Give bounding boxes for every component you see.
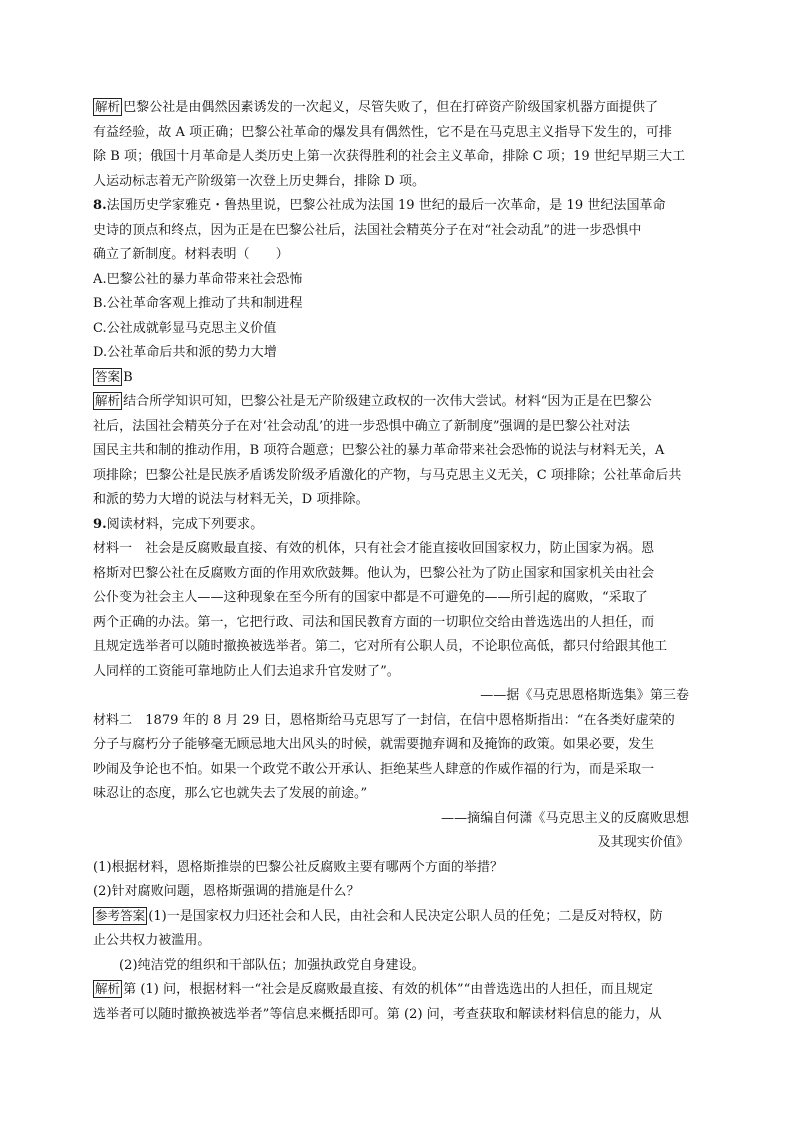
material-2-line-4: 味忍让的态度，那么它也就失去了发展的前途。” — [93, 786, 368, 801]
q8-analysis-line-1: 解析 结合所学知识可知，巴黎公社是无产阶级建立政权的一次伟大尝试。材料“因为正是在巴黎公 — [95, 393, 652, 409]
material-1-line-5: 且规定选举者可以随时撤换被选举者。第二，它对所有公职人员，不论职位高低，都只付给跟其他工 — [93, 639, 668, 654]
material-2-source-line-1: ——摘编自何潇《马克思主义的反腐败思想 — [441, 810, 689, 826]
material-1-line-2: 格斯对巴黎公社在反腐败方面的作用欢欣鼓舞。他认为，巴黎公社为了防止国家和国家机关由社会 — [93, 565, 655, 581]
q8-analysis-line-3: 国民主共和制的推动作用，B 项符合题意；巴黎公社的暴力革命带来社会恐怖的说法与材料无关，A — [93, 443, 665, 458]
analysis-tag: 解析 — [95, 99, 121, 114]
reference-answer-tag: 参考答案 — [95, 907, 146, 923]
material-1-line-1: 材料一 社会是反腐败最直接、有效的机体，只有社会才能直接收回国家权力，防止国家为祸。恩 — [93, 541, 655, 556]
material-2-source-line-2: 及其现实价值》 — [597, 835, 689, 850]
q8-answer-value: B — [123, 369, 133, 385]
q7-analysis-line-4: 人运动标志着无产阶级第一次登上历史舞台，排除 D 项。 — [93, 173, 426, 189]
q8-stem-line-3: 确立了新制度。材料表明（ ） — [93, 247, 289, 262]
q8-option-a: A.巴黎公社的暴力革命带来社会恐怖 — [93, 271, 303, 287]
q9-subquestion-1: (1)根据材料，恩格斯推崇的巴黎公社反腐败主要有哪两个方面的举措？ — [93, 859, 504, 875]
material-2-line-1: 材料二 1879 年的 8 月 29 日，恩格斯给马克思写了一封信，在信中恩格斯指出：“在各类好虚荣的 — [93, 712, 675, 728]
q7-analysis-block — [93, 96, 689, 194]
q7-analysis-line-3: 除 B 项；俄国十月革命是人类历史上第一次获得胜利的社会主义革命，排除 C 项；19 世纪早期三大工 — [93, 149, 686, 164]
document-page — [93, 96, 689, 1027]
q7-analysis-line-2: 有益经验，故 A 项正确；巴黎公社革命的爆发具有偶然性，它不是在马克思主义指导下发生的，可排 — [93, 124, 672, 140]
material-2 — [93, 709, 689, 856]
q9-ref-answer-line-2: 止公共权力被滥用。 — [93, 933, 211, 948]
analysis-tag: 解析 — [95, 981, 121, 996]
question-9 — [93, 513, 689, 1028]
q8-analysis-line-4: 项排除；巴黎公社是民族矛盾诱发阶级矛盾激化的产物，与马克思主义无关，C 项排除；公社革命后共 — [93, 467, 682, 483]
q9-ref-answer-2: (2)纯洁党的组织和干部队伍；加强执政党自身建设。 — [119, 957, 425, 973]
material-1-line-3: 公仆变为社会主人——这种现象在至今所有的国家中都是不可避免的——所引起的腐败，“采取了 — [93, 590, 648, 605]
material-2-line-2: 分子与腐朽分子能够毫无顾忌地大出风头的时候，就需要抛弃调和及掩饰的政策。如果必要，发生 — [93, 737, 655, 752]
q9-stem: 9.阅读材料，完成下列要求。 — [93, 516, 264, 532]
material-1-source: ——据《马克思恩格斯选集》第三卷 — [480, 688, 689, 703]
q7-analysis-line-1: 解析 巴黎公社是由偶然因素诱发的一次起义，尽管失败了，但在打碎资产阶级国家机器方面提供了 — [95, 99, 659, 115]
q8-stem-line-2: 史诗的顶点和终点，因为正是在巴黎公社后，法国社会精英分子在对“社会动乱”的进一步恐惧中 — [93, 222, 642, 238]
q9-analysis-line-2: 选举者可以随时撤换被选举者”等信息来概括即可。第 (2) 问，考查获取和解读材料信息的能力，从 — [93, 1006, 662, 1022]
q9-subquestion-2: (2)针对腐败问题，恩格斯强调的措施是什么？ — [93, 884, 360, 899]
q8-option-c: C.公社成就彰显马克思主义价值 — [93, 320, 277, 336]
q8-analysis-line-5: 和派的势力大增的说法与材料无关，D 项排除。 — [93, 492, 369, 507]
question-8 — [93, 194, 689, 513]
q8-answer — [93, 366, 689, 391]
material-1-line-6: 人同样的工资能可靠地防止人们去追求升官发财了”。 — [93, 663, 400, 679]
material-2-line-3: 吵闹及争论也不怕。如果一个政党不敢公开承认、拒绝某些人肆意的作威作福的行为，而是采取一 — [93, 761, 655, 777]
material-1 — [93, 537, 689, 709]
q8-analysis-line-2: 社后，法国社会精英分子在对‘社会动乱’的进一步恐惧中确立了新制度”强调的是巴黎公社对法 — [93, 418, 631, 434]
q8-number: 8. — [93, 198, 107, 213]
answer-tag: 答案 — [95, 368, 121, 384]
q8-option-b: B.公社革命客观上推动了共和制进程 — [93, 296, 303, 311]
q8-option-d: D.公社革命后共和派的势力大增 — [93, 345, 277, 360]
q8-stem-line-1: 8.法国历史学家雅克・鲁热里说，巴黎公社成为法国 19 世纪的最后一次革命，是 19 世纪法国革命 — [93, 198, 666, 213]
q9-analysis-line-1: 解析 第 (1) 问，根据材料一“社会是反腐败最直接、有效的机体”“由普选选出的人担任，而且规定 — [95, 981, 653, 997]
q9-number: 9. — [93, 516, 107, 532]
analysis-tag: 解析 — [95, 393, 121, 408]
q9-ref-answer-line-1: 参考答案 (1)一是国家权力归还社会和人民，由社会和人民决定公职人员的任免；二是反对特权，防 — [95, 907, 663, 924]
material-1-line-4: 两个正确的办法。第一，它把行政、司法和国民教育方面的一切职位交给由普选选出的人担任，而 — [93, 614, 655, 630]
